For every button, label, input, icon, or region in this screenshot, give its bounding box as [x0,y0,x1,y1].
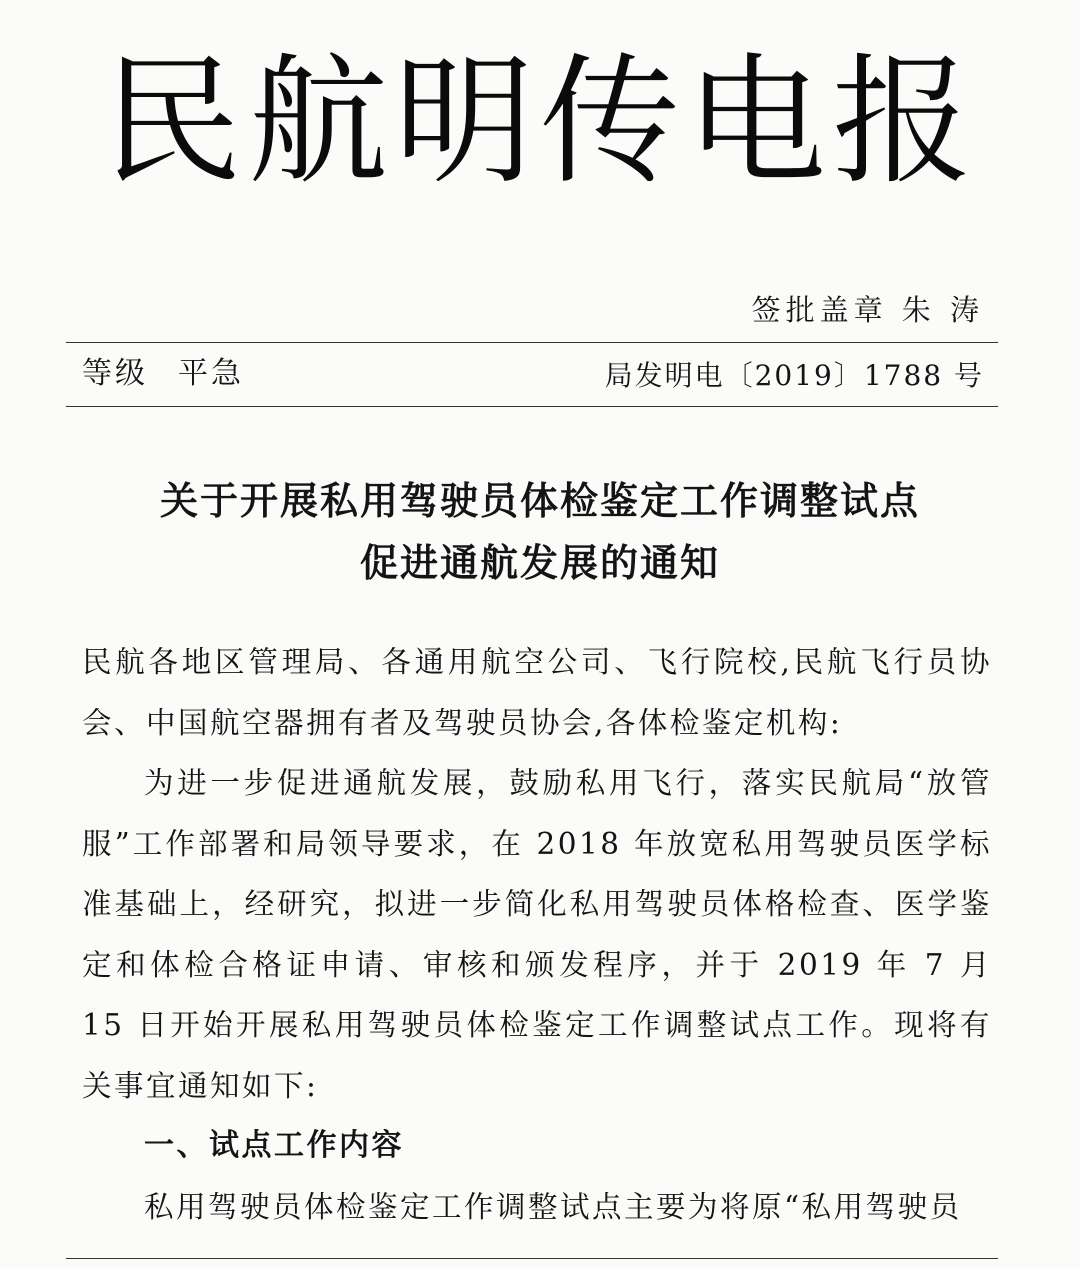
section-paragraph: 私用驾驶员体检鉴定工作调整试点主要为将原“私用驾驶员 [144,1189,962,1224]
urgency-grade [82,354,244,394]
masthead-title: 民航明传电报 [101,41,978,204]
notice-body [82,632,992,1237]
header-top-rule [66,342,998,343]
title-line-2: 促进通航发展的通知 [359,540,720,585]
intro-paragraph: 为进一步促进通航发展，鼓励私用飞行，落实民航局“放管服”工作部署和局领导要求，在 2018 年放宽私用驾驶员医学标准基础上，经研究，拟进一步简化私用驾驶员体格检查、医学鉴定和体检合格证申请、审核和颁发程序，并于 2019 年 7 月 15 日开始开展私用驾驶员体检鉴定工作调整试点工作。现将有关事宜通知如下: [82,766,992,1103]
recipients-paragraph: 民航各地区管理局、各通用航空公司、飞行院校,民航飞行员协会、中国航空器拥有者及驾驶员协会,各体检鉴定机构: [82,645,992,740]
signer-line: 签批盖章 朱 涛 [751,293,984,327]
document-number: 局发明电〔2019〕1788 号 [604,359,984,392]
header-bottom-rule [66,406,998,407]
title-line-1: 关于开展私用驾驶员体检鉴定工作调整试点 [159,478,920,523]
footer-rule [66,1258,998,1259]
grade-label: 等级 [82,356,148,391]
section-heading: 一、试点工作内容 [144,1128,404,1163]
grade-value: 平急 [178,356,244,391]
notice-title [0,470,1080,594]
